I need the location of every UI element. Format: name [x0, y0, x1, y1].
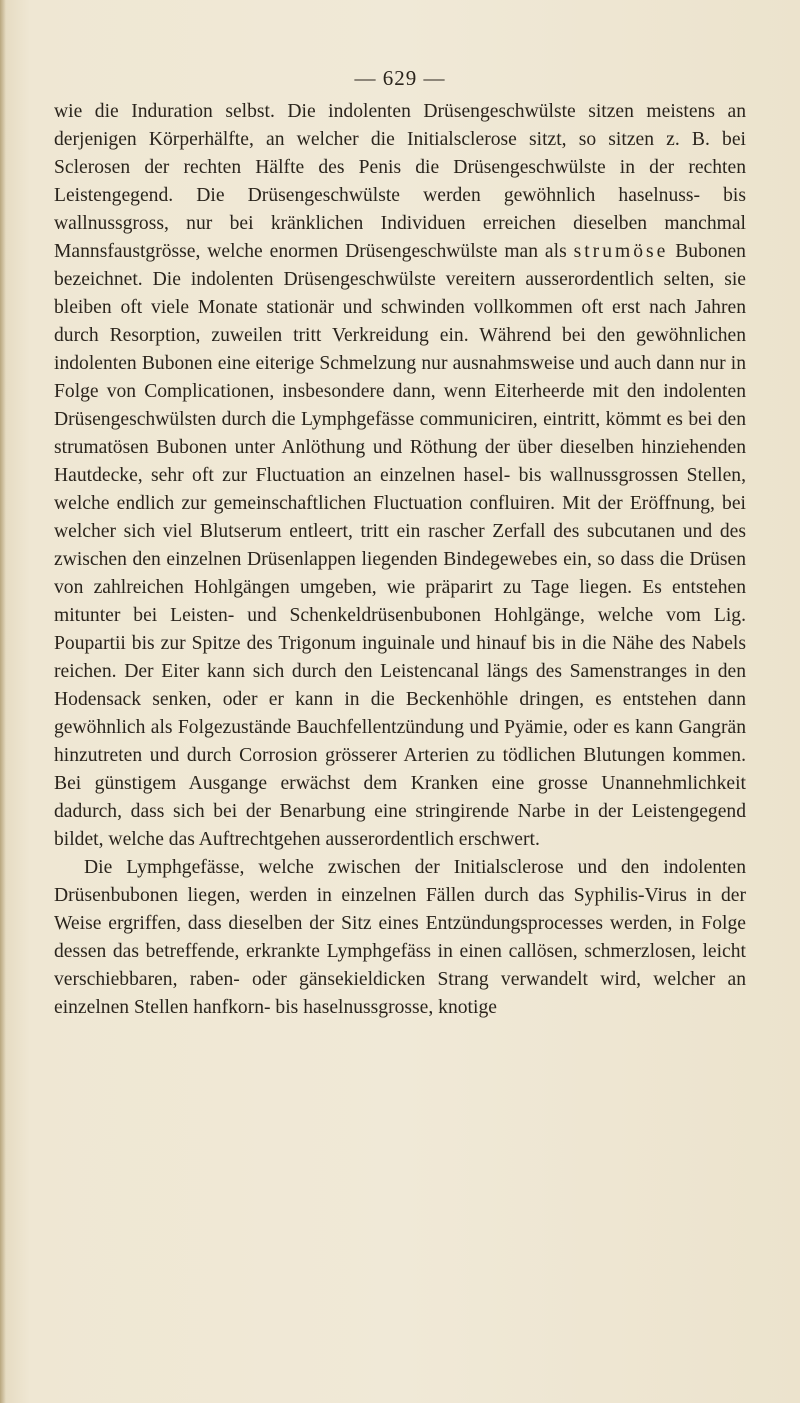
- page-edge-shadow: [0, 0, 6, 1403]
- emphasis-strumoese: strumöse: [573, 241, 669, 262]
- paragraph-1-text-a: wie die Induration selbst. Die indolenten Drüsengeschwülste sitzen meistens an derjenigen Körperhälfte, an welcher die Initialsclerose sitzt, so sitzen z. B. bei Sclerosen der rechten Hälfte des Penis die Drüsengeschwülste in der rechten Leistengegend. Die Drüsengeschwülste werden gewöhnlich haselnuss- bis wallnussgross, nur bei kränklichen Individuen erreichen dieselben manchmal Mannsfaustgrösse, welche enormen Drüsengeschwülste man als: [54, 101, 746, 262]
- page-number: — 629 —: [354, 66, 446, 90]
- paragraph-2: Die Lymphgefässe, welche zwischen der Initialsclerose und den indolenten Drüsenbubonen liegen, werden in einzelnen Fällen durch das Syphilis-Virus in der Weise ergriffen, dass dieselben der Sitz eines Entzündungsprocesses werden, in Folge dessen das betreffende, erkrankte Lymphgefäss in einen callösen, schmerzlosen, leicht verschiebbaren, raben- oder gänsekieldicken Strang verwandelt wird, welcher an einzelnen Stellen hanfkorn- bis haselnussgrosse, knotige: [54, 857, 746, 1018]
- paragraph-1: [54, 98, 746, 854]
- body-text: [54, 98, 746, 1022]
- paragraph-1-text-b: Bubonen bezeichnet. Die indolenten Drüsengeschwülste vereitern ausserordentlich selten, sie bleiben oft viele Monate stationär und schwinden vollkommen oft erst nach Jahren durch Resorption, zuweilen tritt Verkreidung ein. Während bei den gewöhnlichen indolenten Bubonen eine eiterige Schmelzung nur ausnahmsweise und auch dann nur in Folge von Complicationen, insbesondere dann, wenn Eiterheerde mit den indolenten Drüsengeschwülsten durch die Lymphgefässe communiciren, eintritt, kömmt es bei den strumatösen Bubonen unter Anlöthung und Röthung der über dieselben hinziehenden Hautdecke, sehr oft zur Fluctuation an einzelnen hasel- bis wallnussgrossen Stellen, welche endlich zur gemeinschaftlichen Fluctuation confluiren. Mit der Eröffnung, bei welcher sich viel Blutserum entleert, tritt ein rascher Zerfall des subcutanen und des zwischen den einzelnen Drüsenlappen liegenden Bindegewebes ein, so dass die Drüsen von zahlreichen Hohlgängen umgeben, wie präparirt zu Tage liegen. Es entstehen mitunter bei Leisten- und Schenkeldrüsenbubonen Hohlgänge, welche vom Lig. Poupartii bis zur Spitze des Trigonum inguinale und hinauf bis in die Nähe des Nabels reichen. Der Eiter kann sich durch den Leistencanal längs des Samenstranges in den Hodensack senken, oder er kann in die Beckenhöhle dringen, es entstehen dann gewöhnlich als Folgezustände Bauchfellentzündung und Pyämie, oder es kann Gangrän hinzutreten und durch Corrosion grösserer Arterien zu tödlichen Blutungen kommen. Bei günstigem Ausgange erwächst dem Kranken eine grosse Unannehmlichkeit dadurch, dass sich bei der Benarbung eine stringirende Narbe in der Leistengegend bildet, welche das Auftrechtgehen ausserordentlich erschwert.: [54, 241, 746, 850]
